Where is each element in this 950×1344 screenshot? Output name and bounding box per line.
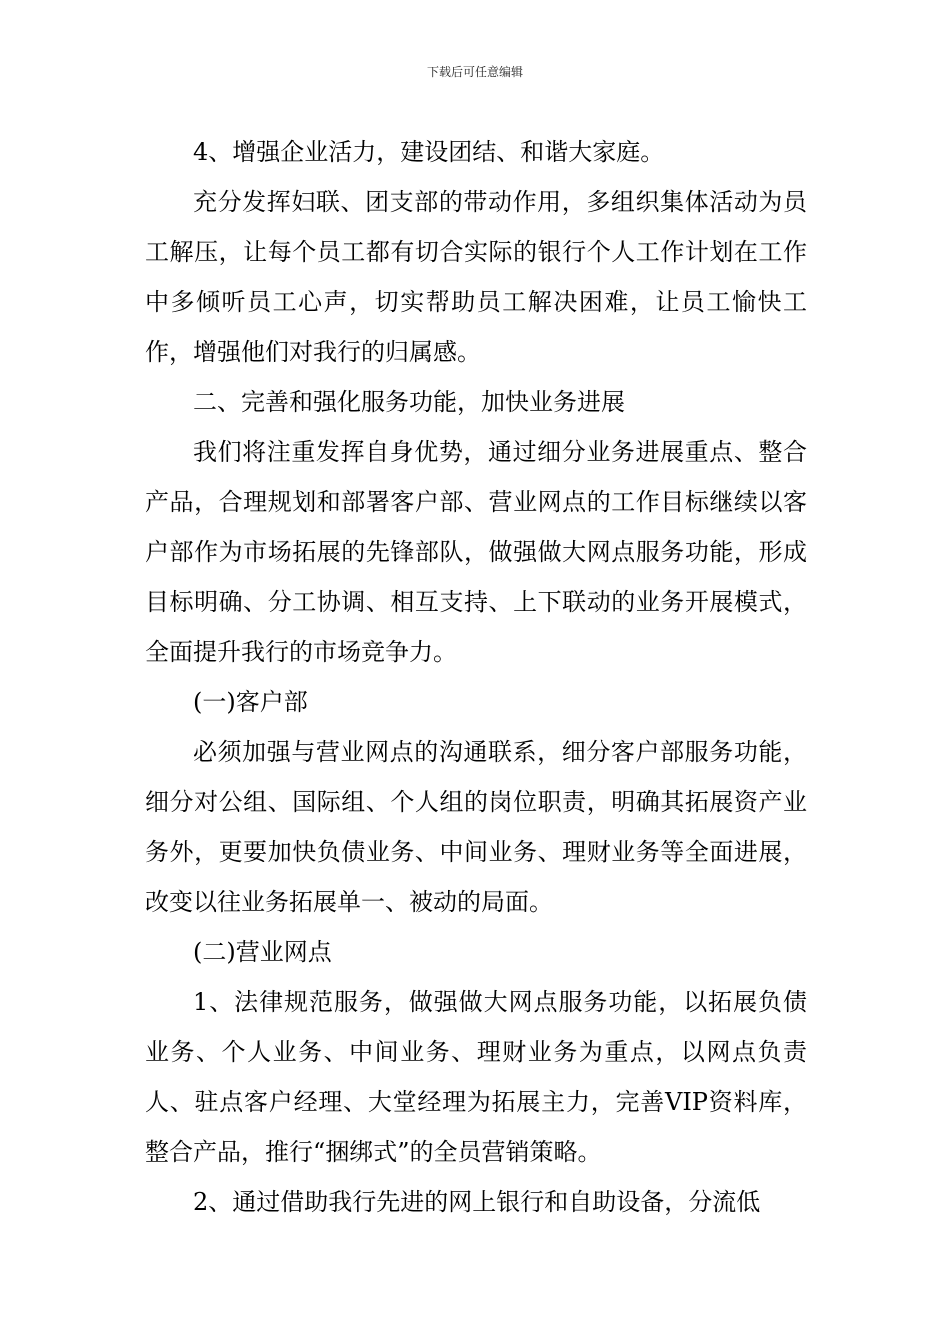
section-heading-2: 二、完善和强化服务功能，加快业务进展 (193, 388, 625, 416)
subsection-heading-1: (一)客户部 (193, 688, 308, 716)
paragraph-3: 我们将注重发挥自身优势，通过细分业务进展重点、整合产品，合理规划和部署客户部、营业网点的工作目标继续以客户部作为市场拓展的先锋部队，做强做大网点服务功能，形成目标明确、分工协调、相互支持、上下联动的业务开展模式，全面提升我行的市场竞争力。 (145, 438, 807, 666)
paragraph-6: 2、通过借助我行先进的网上银行和自助设备，分流低 (193, 1188, 761, 1216)
paragraph-5: 1、法律规范服务，做强做大网点服务功能，以拓展负债业务、个人业务、中间业务、理财业务为重点，以网点负责人、驻点客户经理、大堂经理为拓展主力，完善VIP资料库，整合产品，推行“捆绑式”的全员营销策略。 (145, 988, 807, 1166)
paragraph-1: 4、增强企业活力，建设团结、和谐大家庭。 (193, 138, 665, 166)
paragraph-4: 必须加强与营业网点的沟通联系，细分客户部服务功能，细分对公组、国际组、个人组的岗位职责，明确其拓展资产业务外，更要加快负债业务、中间业务、理财业务等全面进展，改变以往业务拓展单一、被动的局面。 (145, 738, 807, 916)
document-body (145, 127, 807, 1227)
page-header-note: 下载后可任意编辑 (426, 65, 523, 79)
paragraph-2: 充分发挥妇联、团支部的带动作用，多组织集体活动为员工解压，让每个员工都有切合实际的银行个人工作计划在工作中多倾听员工心声，切实帮助员工解决困难，让员工愉快工作，增强他们对我行的归属感。 (145, 188, 807, 366)
subsection-heading-2: (二)营业网点 (193, 938, 332, 966)
